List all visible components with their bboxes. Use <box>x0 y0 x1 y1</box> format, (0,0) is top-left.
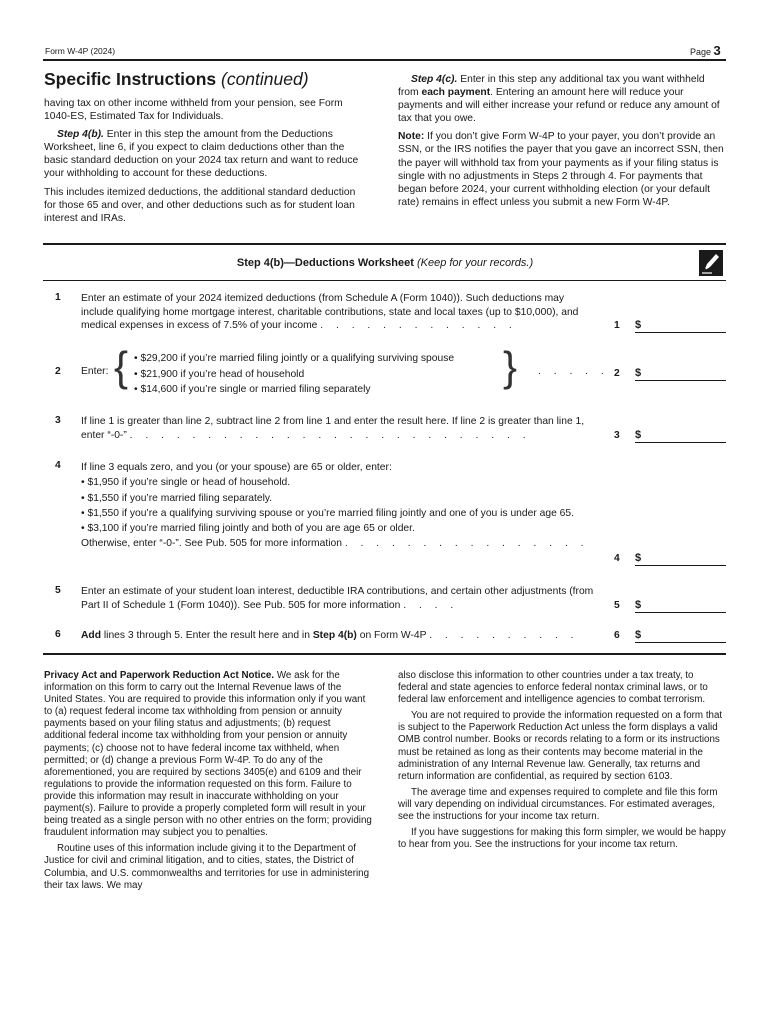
line-4-amount-field[interactable]: $ <box>635 552 726 566</box>
worksheet-title-rule <box>43 280 726 281</box>
privacy-left-column <box>44 670 372 896</box>
right-paragraph-note: Note: If you don’t give Form W-4P to your payer, you don’t provide an SSN, or the IRS notifies the payer that you gave an incorrect SSN, then the payer will withhold tax from your payments as if your filing status is single with no adjustments in Steps 2 through 4. For payments that began before 2024, your current withholding election (or your default rate) remains in effect unless you submit a new Form W-4P. <box>398 131 724 208</box>
right-brace: } <box>503 343 518 390</box>
line-6-box-label: 6 <box>614 630 620 641</box>
form-id: Form W-4P (2024) <box>45 46 116 56</box>
line-5-text: Enter an estimate of your student loan interest, deductible IRA contributions, and certain other adjustments (from Part II of Schedule 1 (Form 1040)). See Pub. 505 for more information . . . . <box>81 586 594 611</box>
line-2-option: • $29,200 if you’re married filing jointly or a qualifying surviving spouse <box>134 353 455 364</box>
step-4b-lead: Step 4(b). <box>57 129 104 141</box>
line-6-text: Add lines 3 through 5. Enter the result here and in Step 4(b) on Form W-4P . . . . . . . . . . <box>81 630 579 641</box>
privacy-paragraph-2: Routine uses of this information include giving it to the Department of Justice for civil and criminal litigation, and to cities, states, the District of Columbia, and U.S. commonwealths and territories for use in administering their tax laws. We may <box>44 843 370 891</box>
worksheet-bottom-rule <box>43 653 726 655</box>
left-paragraph-3: This includes itemized deductions, the additional standard deduction for those 65 and over, and other deductions such as for student loan interest and IRAs. <box>44 186 356 224</box>
line-2-option: • $14,600 if you’re single or married filing separately <box>134 384 371 396</box>
line-4-option: • $1,950 if you’re single or head of household. <box>81 477 291 489</box>
right-paragraph-1: Step 4(c). Enter in this step any additional tax you want withheld from each payment. Entering an amount here will reduce your payments and will either increase your refund or reduce any amount of tax that you owe. <box>398 74 720 125</box>
privacy-paragraph-3: also disclose this information to other countries under a tax treaty, to federal and state agencies to enforce federal nontax criminal laws, or to federal law enforcement and intelligence agencies to combat terrorism. <box>398 670 708 706</box>
left-brace: { <box>114 343 129 390</box>
note-lead: Note: <box>398 131 425 143</box>
privacy-lead: Privacy Act and Paperwork Reduction Act Notice. <box>44 670 275 681</box>
worksheet-title: Step 4(b)—Deductions Worksheet (Keep for your records.) <box>236 257 534 269</box>
line-2-dots: . . . . . <box>538 366 609 377</box>
step-4c-lead: Step 4(c). <box>411 74 458 85</box>
right-instructions <box>398 73 726 214</box>
header-rule <box>43 59 726 61</box>
title-suffix: (continued) <box>221 69 309 89</box>
left-instructions <box>44 97 367 230</box>
worksheet-title-note: (Keep for your records.) <box>416 257 534 269</box>
line-2-option: • $21,900 if you’re head of household <box>134 368 305 380</box>
line-2-amount-field[interactable]: $ <box>635 367 726 381</box>
left-paragraph-2: Step 4(b). Enter in this step the amount from the Deductions Worksheet, line 6, if you expect to claim deductions other than the basic standard deduction on your 2024 tax return and want to reduce your withholding to account for these deductions. <box>44 129 359 180</box>
pen-icon <box>699 250 723 276</box>
page-number-value: 3 <box>713 43 721 58</box>
privacy-paragraph-1: Privacy Act and Paperwork Reduction Act Notice. We ask for the information on this form to carry out the Internal Revenue laws of the United States. You are required to provide this information only if you want to (a) request federal income tax withholding from pension or annuity payments based on your filing status and adjustments; (b) request additional federal income tax withholding from your pension or annuity payments; (c) choose not to have federal income tax withheld, when permitted; or (d) change a previous Form W-4P. To do any of the aforementioned, you are required by sections 3405(e) and 6109 and their regulations to provide the information requested on this form. Failure to provide this information may result in inaccurate withholding on your payment(s). Failure to provide a properly completed form will result in your being treated as a single person with no other entries on the form; providing fraudulent information may subject you to penalties. <box>44 670 372 839</box>
line-5-amount-field[interactable]: $ <box>635 599 726 613</box>
line-3-text: If line 1 is greater than line 2, subtract line 2 from line 1 and enter the result here. If line 2 is greater than line 1, enter “-0-” . . . . . . . . . . . . . . . . . . . . . . . . . . <box>81 416 585 441</box>
line-2-box-label: 2 <box>614 368 620 379</box>
page-number <box>690 43 721 58</box>
line-6-amount-field[interactable]: $ <box>635 629 726 643</box>
page-title <box>44 69 309 90</box>
line-4-text <box>81 460 599 552</box>
line-1-amount-field[interactable]: $ <box>635 319 726 333</box>
line-2-enter-label: Enter: <box>81 366 109 377</box>
line-3-amount-field[interactable]: $ <box>635 429 726 443</box>
privacy-right-column <box>398 670 726 855</box>
line-1-text: Enter an estimate of your 2024 itemized deductions (from Schedule A (Form 1040)). Such deductions may include qualifying home mortgage interest, charitable contributions, state and local taxes (up to $10,000), and medical expenses in excess of 7.5% of your income . . . . . . . . . . . . . <box>81 293 579 332</box>
line-4-box-label: 4 <box>614 553 620 564</box>
line-3-box-label: 3 <box>614 430 620 441</box>
line-5-box-label: 5 <box>614 600 620 611</box>
line-4-option: • $1,550 if you’re a qualifying surviving spouse or you’re married filing jointly and one of you is under age 65. <box>81 507 574 519</box>
title-main: Specific Instructions <box>44 69 217 89</box>
line-4-outro: Otherwise, enter “-0-”. See Pub. 505 for more information . . . . . . . . . . . . . . . . <box>81 538 589 550</box>
line-4-intro: If line 3 equals zero, and you (or your spouse) are 65 or older, enter: <box>81 462 392 473</box>
left-paragraph-1: having tax on other income withheld from your pension, see Form 1040-ES, Estimated Tax for Individuals. <box>44 98 343 123</box>
line-2-options <box>134 351 504 398</box>
privacy-paragraph-6: If you have suggestions for making this form simpler, we would be happy to hear from you. See the instructions for your income tax return. <box>398 827 726 851</box>
line-2-number: 2 <box>55 366 61 377</box>
line-6-number: 6 <box>55 629 61 640</box>
line-5-number: 5 <box>55 585 61 596</box>
line-4-option: • $1,550 if you’re married filing separately. <box>81 492 273 504</box>
worksheet-top-rule <box>43 243 726 245</box>
line-1-number: 1 <box>55 292 61 303</box>
line-4-option: • $3,100 if you’re married filing jointly and both of you are age 65 or older. <box>81 523 415 535</box>
privacy-paragraph-4: You are not required to provide the information requested on a form that is subject to the Paperwork Reduction Act unless the form displays a valid OMB control number. Books or records relating to a form or its instructions must be retained as long as their contents may become material in the administration of any Internal Revenue law. Generally, tax returns and return information are confidential, as required by section 6103. <box>398 710 723 782</box>
privacy-paragraph-5: The average time and expenses required to complete and file this form will vary depending on individual circumstances. For estimated averages, see the instructions for your income tax return. <box>398 786 718 823</box>
line-4-number: 4 <box>55 460 61 471</box>
page-label: Page <box>690 47 712 57</box>
line-1-box-label: 1 <box>614 320 620 331</box>
line-3-number: 3 <box>55 415 61 426</box>
